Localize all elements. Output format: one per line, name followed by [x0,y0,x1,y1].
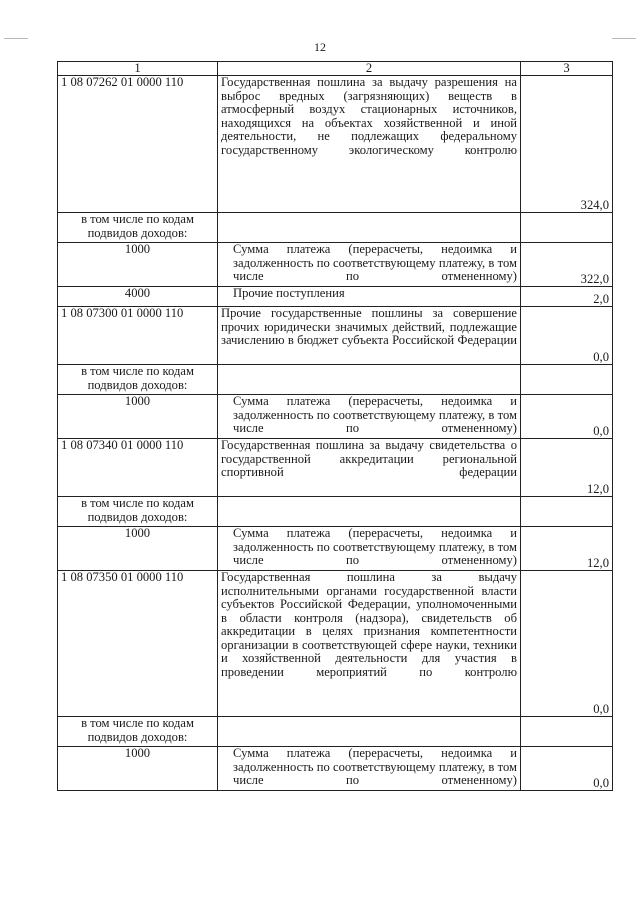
table-row [58,287,613,307]
table-row [58,243,613,287]
subtype-code: 1000 [58,527,218,571]
table-row-subtype-header [58,365,613,395]
revenue-amount: 0,0 [521,747,613,791]
revenue-amount: 324,0 [521,76,613,213]
revenue-amount [521,365,613,395]
revenue-amount: 2,0 [521,287,613,307]
revenue-amount: 0,0 [521,395,613,439]
subtype-code: 1000 [58,243,218,287]
revenue-code: 1 08 07340 01 0000 110 [58,439,218,497]
revenue-name [218,365,521,395]
table-row [58,395,613,439]
subtype-caption: в том числе по кодам подвидов доходов: [58,365,218,395]
column-header-code: 1 [58,62,218,76]
revenue-amount: 12,0 [521,527,613,571]
revenue-name [218,717,521,747]
revenue-amount [521,213,613,243]
revenue-amount [521,497,613,527]
revenue-name: Прочие поступления [218,287,521,307]
revenue-code: 1 08 07300 01 0000 110 [58,307,218,365]
table-row [58,439,613,497]
revenue-name: Государственная пошлина за выдачу свидетельства о государственной аккредитации региональной спортивной федерации [218,439,521,497]
page-number: 12 [314,40,326,54]
table-header-row [58,62,613,76]
revenue-name: Сумма платежа (перерасчеты, недоимка и задолженность по соответствующему платежу, в том числе по отмененному) [218,747,521,791]
revenue-name: Сумма платежа (перерасчеты, недоимка и задолженность по соответствующему платежу, в том числе по отмененному) [218,527,521,571]
scan-artifact-left [4,38,28,39]
revenue-name: Сумма платежа (перерасчеты, недоимка и задолженность по соответствующему платежу, в том числе по отмененному) [218,243,521,287]
table-row [58,527,613,571]
table-row-subtype-header [58,213,613,243]
subtype-caption: в том числе по кодам подвидов доходов: [58,717,218,747]
table-row-subtype-header [58,717,613,747]
column-header-name: 2 [218,62,521,76]
revenue-name: Государственная пошлина за выдачу исполнительными органами государственной власти субъектов Российской Федерации, уполномоченными в области контроля (надзора), свидетельств об аккредитации в целях признания компетентности организации в соответствующей сфере науки, техники и хозяйственной деятельности для участия в проведении мероприятий по контролю [218,571,521,717]
revenue-name [218,497,521,527]
revenue-amount: 12,0 [521,439,613,497]
revenue-name [218,213,521,243]
subtype-caption: в том числе по кодам подвидов доходов: [58,213,218,243]
revenue-code: 1 08 07350 01 0000 110 [58,571,218,717]
revenue-table [57,61,613,791]
scan-artifact-right [612,38,636,39]
table-row [58,571,613,717]
table-row-subtype-header [58,497,613,527]
revenue-name: Прочие государственные пошлины за совершение прочих юридически значимых действий, подлежащие зачислению в бюджет субъекта Российской Федерации [218,307,521,365]
subtype-code: 1000 [58,395,218,439]
revenue-amount [521,717,613,747]
revenue-code: 1 08 07262 01 0000 110 [58,76,218,213]
table-row [58,747,613,791]
subtype-code: 1000 [58,747,218,791]
revenue-amount: 0,0 [521,307,613,365]
revenue-name: Государственная пошлина за выдачу разрешения на выброс вредных (загрязняющих) веществ в атмосферный воздух стационарных источников, находящихся на объектах хозяйственной и иной деятельности, не подлежащих федеральному государственному экологическому контролю [218,76,521,213]
revenue-amount: 0,0 [521,571,613,717]
column-header-amount: 3 [521,62,613,76]
revenue-name: Сумма платежа (перерасчеты, недоимка и задолженность по соответствующему платежу, в том числе по отмененному) [218,395,521,439]
revenue-amount: 322,0 [521,243,613,287]
table-row [58,307,613,365]
subtype-caption: в том числе по кодам подвидов доходов: [58,497,218,527]
subtype-code: 4000 [58,287,218,307]
table-row [58,76,613,213]
